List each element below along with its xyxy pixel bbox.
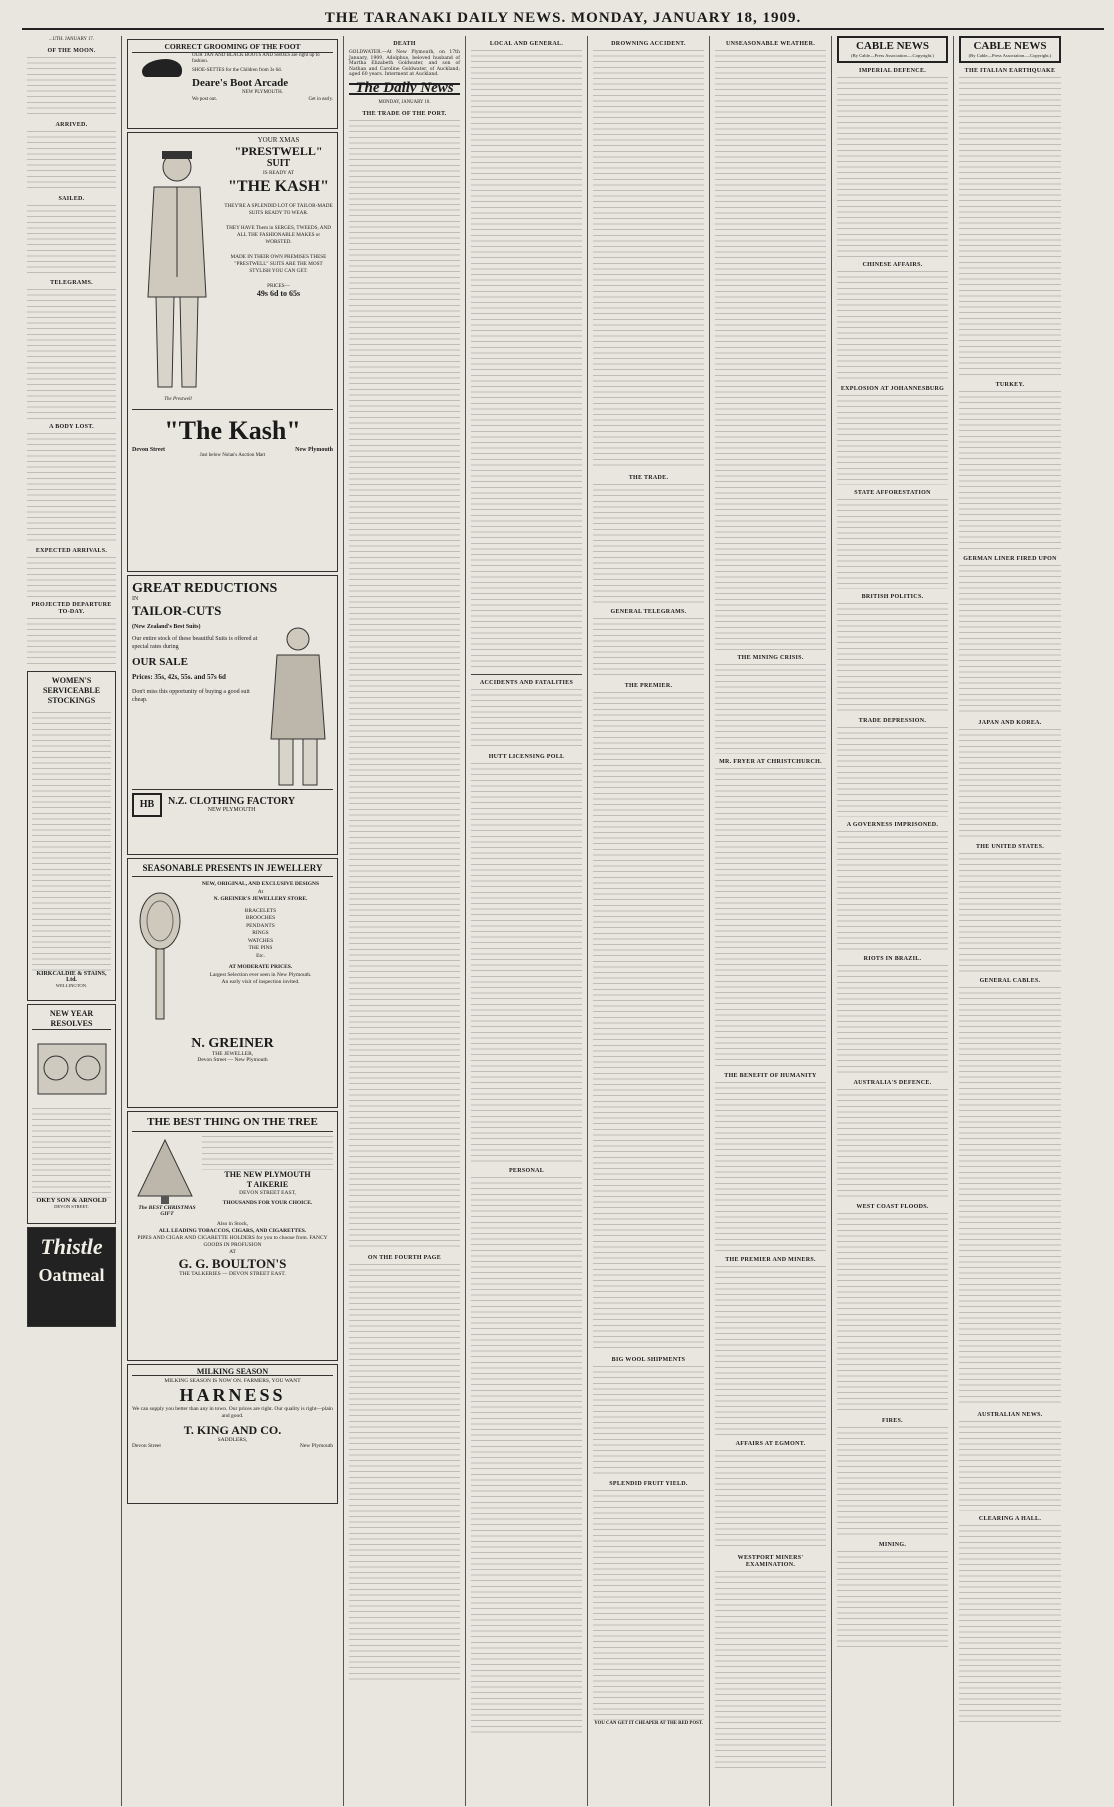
filler-text xyxy=(593,50,704,470)
filler-text xyxy=(471,689,582,749)
ad-nz-logo: HB xyxy=(132,793,162,817)
ad-nz-stock: Our entire stock of these beautiful Suits is offered at special rates during xyxy=(132,635,258,650)
ad-jewel-selection: Largest Selection ever seen in New Plymouth. xyxy=(209,971,312,978)
ad-tree-all: ALL LEADING TOBACCOS, CIGARS, AND CIGARETTES. xyxy=(158,1228,307,1235)
column-8-cable xyxy=(954,36,1066,1806)
ad-jewel-title: SEASONABLE PRESENTS IN JEWELLERY xyxy=(132,863,333,877)
heading-imperial: IMPERIAL DEFENCE. xyxy=(858,67,927,74)
col5-footer: YOU CAN GET IT CHEAPER AT THE RED POST. xyxy=(594,1721,703,1726)
filler-text xyxy=(349,1264,460,1684)
ad-harness-supply: We can supply you better than any in town. Our prices are right. Our quality is right—plain and good. xyxy=(132,1406,333,1420)
ad-tree-name2: T AIKERIE xyxy=(246,1180,289,1189)
filler-text xyxy=(959,1525,1061,1725)
ad-jewel-store: N. GREINER'S JEWELLERY STORE. xyxy=(213,896,308,902)
masthead: THE TARANAKI DAILY NEWS. MONDAY, JANUARY 18, 1909. xyxy=(22,8,1104,30)
filler-text xyxy=(837,77,948,257)
cable-header xyxy=(837,36,948,63)
filler-text xyxy=(27,205,116,275)
heading-fruit-yield: SPLENDID FRUIT YIELD. xyxy=(609,1481,688,1487)
boot-illustration xyxy=(132,53,192,104)
heading-explosion: EXPLOSION AT JOHANNESBURG xyxy=(840,385,945,392)
ad-tree-title: THE BEST THING ON THE TREE xyxy=(132,1116,333,1132)
ad-nz-tailor: TAILOR-CUTS xyxy=(132,602,222,618)
jewel-item: BRACELETS xyxy=(244,907,277,914)
column-1 xyxy=(22,36,122,1806)
ad-resolves-title: NEW YEAR RESOLVES xyxy=(32,1009,111,1030)
jewel-item: THE PINS xyxy=(248,945,273,951)
heading-mining-crisis: THE MINING CRISIS. xyxy=(737,655,804,661)
column-5 xyxy=(588,36,710,1806)
filler-text xyxy=(959,1421,1061,1511)
heading-general-telegrams: GENERAL TELEGRAMS. xyxy=(610,609,687,615)
ad-tree-also: Also in Stock, xyxy=(216,1221,249,1228)
jewel-item: RINGS xyxy=(252,930,269,936)
jewel-item: BROOCHES xyxy=(245,915,276,921)
ad-kash-name: "THE KASH" xyxy=(228,178,329,195)
filler-text xyxy=(593,1366,704,1476)
ad-tree-at: AT xyxy=(229,1249,236,1256)
heading-death: DEATH xyxy=(393,41,416,47)
ad-nz-clothing-factory xyxy=(127,575,338,855)
heading-sailed: SAILED. xyxy=(58,196,85,202)
ad-deare-line2: SHOE-SETTES for the Children from 3s 6d. xyxy=(192,67,282,73)
ad-stockings-title: WOMEN'S SERVICEABLE STOCKINGS xyxy=(42,676,101,705)
ad-stockings xyxy=(27,671,116,1001)
ad-kash-suit2: SUIT xyxy=(266,158,291,169)
filler-text xyxy=(837,965,948,1075)
heading-trade-depression: TRADE DEPRESSION. xyxy=(858,717,927,724)
ad-jewel-address: Devon Street — New Plymouth xyxy=(197,1056,268,1063)
heading-trade-of-port: THE TRADE OF THE PORT. xyxy=(362,110,447,117)
ad-nz-place: NEW PLYMOUTH xyxy=(207,806,256,813)
ad-tree-name: THE NEW PLYMOUTH xyxy=(224,1170,311,1179)
heading-local-general: LOCAL AND GENERAL. xyxy=(489,41,564,47)
filler-text xyxy=(837,499,948,589)
jewel-item: PENDANTS xyxy=(246,922,275,929)
filler-text xyxy=(837,831,948,951)
filler-text xyxy=(32,1108,111,1198)
filler-text xyxy=(471,763,582,1163)
columns xyxy=(22,36,1104,1806)
filler-text xyxy=(471,50,582,670)
ad-harness-line: MILKING SEASON IS NOW ON. FARMERS, YOU WANT xyxy=(164,1377,301,1384)
ad-kash-street: Devon Street xyxy=(132,446,166,453)
divider xyxy=(471,674,582,675)
heading-german-liner: GERMAN LINER FIRED UPON xyxy=(963,555,1057,562)
filler-text xyxy=(715,1450,826,1550)
filler-text xyxy=(593,692,704,1352)
heading-departure: PROJECTED DEPARTURE TO-DAY. xyxy=(31,602,112,615)
filler-text xyxy=(959,729,1061,839)
ad-greiner-jewellery xyxy=(127,858,338,1108)
filler-text xyxy=(715,768,826,1068)
ad-kirkcaldie-place: WELLINGTON. xyxy=(55,983,88,989)
ad-harness-street: Devon Street xyxy=(132,1442,161,1449)
ad-jewel-repairs: An early visit of inspection invited. xyxy=(221,979,300,985)
ad-harness-title: MILKING SEASON xyxy=(132,1369,333,1376)
heading-benefit: THE BENEFIT OF HUMANITY xyxy=(724,1073,817,1079)
heading-japan-korea: JAPAN AND KOREA. xyxy=(978,719,1042,726)
heading-australia-defence: AUSTRALIA'S DEFENCE. xyxy=(853,1079,932,1086)
ad-tree-thousands: THOUSANDS FOR YOUR CHOICE. xyxy=(222,1200,313,1206)
top-fragment: ...UTH. JANUARY 17. xyxy=(49,37,94,42)
ad-jewel-prices: AT MODERATE PRICES. xyxy=(228,964,293,970)
heading-australian-news: AUSTRALIAN NEWS. xyxy=(977,1411,1043,1418)
heading-floods: WEST COAST FLOODS. xyxy=(856,1203,929,1210)
ad-kash-serges: THEY HAVE Them in SERGES, TWEEDS, AND ALL THE FASHIONABLE MAKES or WORSTED. xyxy=(226,225,331,245)
man-in-coat-illustration xyxy=(263,619,333,789)
ad-thistle-oatmeal xyxy=(27,1227,116,1327)
hand-mirror-illustration xyxy=(132,881,188,1031)
filler-text xyxy=(959,391,1061,551)
heading-drowning: DROWNING ACCIDENT. xyxy=(611,41,686,47)
cable-title: CABLE NEWS xyxy=(855,40,930,52)
ad-jewel-name: N. GREINER xyxy=(191,1036,274,1051)
ad-resolves-illustration xyxy=(32,1034,112,1104)
ad-kash-ready: IS READY AT xyxy=(263,170,294,176)
ad-kash-figure xyxy=(132,137,224,403)
filler-text xyxy=(837,1427,948,1537)
filler-text xyxy=(27,289,116,419)
jewel-item: WATCHES xyxy=(247,937,274,944)
ad-tree-gift: The BEST CHRISTMAS GIFT xyxy=(138,1205,196,1217)
ad-tree-owner: G. G. BOULTON'S xyxy=(178,1256,287,1272)
heading-premier-miners: THE PREMIER AND MINERS. xyxy=(725,1257,816,1263)
heading-clearing-hall: CLEARING A HALL. xyxy=(978,1515,1042,1522)
heading-riots-brazil: RIOTS IN BRAZIL. xyxy=(863,955,922,962)
filler-text xyxy=(959,77,1061,377)
man-in-suit-illustration xyxy=(132,137,222,397)
filler-text xyxy=(27,131,116,191)
ad-kirkcaldie: KIRKCALDIE & STAINS, Ltd. xyxy=(36,971,107,983)
ad-deare-tag1: We post out. xyxy=(192,96,218,102)
ad-thistle: Thistle xyxy=(40,1234,103,1259)
heading-moon: OF THE MOON. xyxy=(47,48,96,54)
ad-deare-line1: OUR TAN AND BLACK BOOTS AND SHOES are right up to fashion. xyxy=(192,52,320,65)
heading-personal: PERSONAL xyxy=(508,1168,545,1174)
heading-accidents: ACCIDENTS AND FATALITIES xyxy=(479,680,574,686)
column-2-ads xyxy=(122,36,344,1806)
ad-oatmeal: Oatmeal xyxy=(38,1265,105,1285)
heading-general-cables: GENERAL CABLES. xyxy=(979,977,1041,984)
ad-t-king-harness xyxy=(127,1364,338,1504)
column-3 xyxy=(344,36,466,1806)
ad-harness-firm: T. KING AND CO. xyxy=(183,1423,282,1438)
filler-text xyxy=(959,853,1061,973)
heading-body-lost: A BODY LOST. xyxy=(49,424,94,430)
ad-deare-place: NEW PLYMOUTH. xyxy=(241,90,284,96)
cable-subtitle: (By Cable—Press Association.—Copyright.) xyxy=(851,53,934,58)
heading-fryer: MR. FRYER AT CHRISTCHURCH. xyxy=(719,759,822,765)
ad-nz-in: IN xyxy=(132,596,139,602)
heading-westport: WESTPORT MINERS' EXAMINATION. xyxy=(737,1555,804,1568)
ad-kash-prices: 49s 6d to 65s xyxy=(256,289,301,298)
ad-kash-below: Just below Nolan's Auction Mart xyxy=(199,453,266,459)
filler-text xyxy=(715,50,826,650)
ad-tree-footer: THE TALKERIES — DEVON STREET EAST. xyxy=(179,1271,286,1278)
filler-text xyxy=(27,433,116,543)
christmas-tree-illustration xyxy=(132,1136,198,1206)
filler-text xyxy=(27,57,116,117)
ad-kash-prices-label: PRICES— xyxy=(267,283,290,289)
heading-italian-earthquake: THE ITALIAN EARTHQUAKE xyxy=(964,67,1056,74)
filler-text xyxy=(837,395,948,485)
ad-tree-street: DEVON STREET EAST, xyxy=(239,1190,296,1196)
heading-expected: EXPECTED ARRIVALS. xyxy=(35,548,108,554)
ad-deares-boot-arcade xyxy=(127,39,338,129)
filler-text xyxy=(837,727,948,817)
heading-mining: MINING. xyxy=(878,1541,907,1548)
jewel-item: Etc. xyxy=(256,952,265,959)
heading-egmont: AFFAIRS AT EGMONT. xyxy=(735,1441,806,1447)
heading-fourth-page: ON THE FOURTH PAGE xyxy=(367,1254,442,1261)
heading-afforestation: STATE AFFORESTATION xyxy=(854,489,931,496)
editorial-date: MONDAY, JANUARY 18. xyxy=(378,99,431,105)
ad-nz-prices: Prices: 35s, 42s, 55s. and 57s 6d xyxy=(132,672,226,681)
filler-text xyxy=(32,712,111,972)
filler-text xyxy=(471,1177,582,1737)
ad-kash-made: MADE IN THEIR OWN PREMISES THESE "PRESTWELL" SUITS ARE THE MOST STYLISH YOU CAN GET. xyxy=(230,254,327,274)
cable-title: CABLE NEWS xyxy=(973,40,1047,52)
filler-text xyxy=(837,271,948,381)
filler-text xyxy=(959,565,1061,715)
heading-telegrams: TELEGRAMS. xyxy=(50,280,93,286)
ad-harness-big: HARNESS xyxy=(179,1385,286,1406)
filler-text xyxy=(837,1089,948,1199)
heading-premier: THE PREMIER. xyxy=(624,683,673,689)
filler-text xyxy=(593,618,704,678)
editorial-masthead: The Daily News xyxy=(349,83,460,95)
heading-fires: FIRES. xyxy=(882,1417,903,1424)
ad-kash-big: "The Kash" xyxy=(164,415,301,445)
ad-deare-tag2: Get in early. xyxy=(308,96,333,102)
ad-nz-name: N.Z. CLOTHING FACTORY xyxy=(168,795,296,807)
filler-text xyxy=(27,618,116,668)
ad-the-kash xyxy=(127,132,338,572)
boot-icon xyxy=(142,59,182,77)
heading-weather: UNSEASONABLE WEATHER. xyxy=(725,41,816,47)
ad-nz-miss: Don't miss this opportunity of buying a good suit cheap. xyxy=(132,688,250,703)
column-7-cable xyxy=(832,36,954,1806)
ad-boultons-tobacco xyxy=(127,1111,338,1361)
heading-hutt-licensing: HUTT LICENSING POLL xyxy=(488,754,565,760)
ad-deare-title: CORRECT GROOMING OF THE FOOT xyxy=(132,44,333,53)
filler-text xyxy=(837,1551,948,1651)
ad-harness-city: New Plymouth xyxy=(299,1442,333,1449)
filler-text xyxy=(837,1213,948,1413)
cable-subtitle: (By Cable—Press Association.—Copyright.) xyxy=(968,53,1052,58)
column-4 xyxy=(466,36,588,1806)
heading-united-states: THE UNITED STATES. xyxy=(975,843,1045,850)
ad-tree-pipes: PIPES AND CIGAR AND CIGARETTE HOLDERS for you to choose from. FANCY GOODS IN PROFUSION xyxy=(137,1235,328,1249)
filler-text xyxy=(715,1082,826,1252)
death-notice: GOLDWATER.—At New Plymouth, on 17th January, 1909, Adolphus, beloved husband of Martha Elizabeth Goldwater, and son of Nathan and Caroline Goldwater, of Auckland; aged 60 years. Interment at Auckland. xyxy=(349,50,460,78)
ad-jewel-role: THE JEWELLER, xyxy=(211,1051,254,1057)
filler-text xyxy=(715,1266,826,1436)
heading-british-politics: BRITISH POLITICS. xyxy=(861,593,924,600)
ad-new-year-resolves xyxy=(27,1004,116,1224)
ad-jewel-at: At xyxy=(257,888,264,895)
ad-kash-label: The Prestwell xyxy=(164,397,192,402)
ad-harness-role: SADDLERS, xyxy=(217,1437,248,1444)
heading-governess: A GOVERNESS IMPRISONED. xyxy=(846,821,939,828)
heading-arrived: ARRIVED. xyxy=(55,122,88,128)
filler-text xyxy=(959,987,1061,1407)
ad-okey-place: DEVON STREET. xyxy=(54,1203,89,1209)
filler-text xyxy=(837,603,948,713)
filler-text xyxy=(202,1136,333,1170)
ad-deare-name: Deare's Boot Arcade xyxy=(192,77,289,90)
filler-text xyxy=(593,1490,704,1720)
ad-kash-suit: "PRESTWELL" xyxy=(234,144,323,158)
filler-text xyxy=(27,557,116,597)
column-6 xyxy=(710,36,832,1806)
filler-text xyxy=(349,120,460,1250)
heading-chinese: CHINESE AFFAIRS. xyxy=(862,261,923,268)
filler-text xyxy=(715,664,826,754)
ad-okey: OKEY SON & ARNOLD xyxy=(36,1197,107,1204)
heading-trade: THE TRADE. xyxy=(628,475,669,481)
ad-kash-lot: THEY'RE A SPLENDID LOT OF TAILOR-MADE SUITS READY TO WEAR. xyxy=(224,203,333,216)
ad-kash-intro: YOUR XMAS xyxy=(257,136,300,144)
heading-turkey: TURKEY. xyxy=(995,381,1025,388)
ad-jewel-intro: NEW, ORIGINAL, AND EXCLUSIVE DESIGNS xyxy=(201,881,320,887)
ad-jewel-items xyxy=(188,908,333,961)
ad-nz-title: GREAT REDUCTIONS xyxy=(132,581,278,596)
cable-header xyxy=(959,36,1061,63)
ad-nz-best: (New Zealand's Best Suits) xyxy=(132,623,201,630)
ad-nz-sale: OUR SALE xyxy=(132,655,188,668)
ad-kash-city: New Plymouth xyxy=(295,446,333,453)
filler-text xyxy=(715,1571,826,1771)
heading-wool-shipments: BIG WOOL SHIPMENTS xyxy=(611,1357,686,1363)
filler-text xyxy=(593,484,704,604)
